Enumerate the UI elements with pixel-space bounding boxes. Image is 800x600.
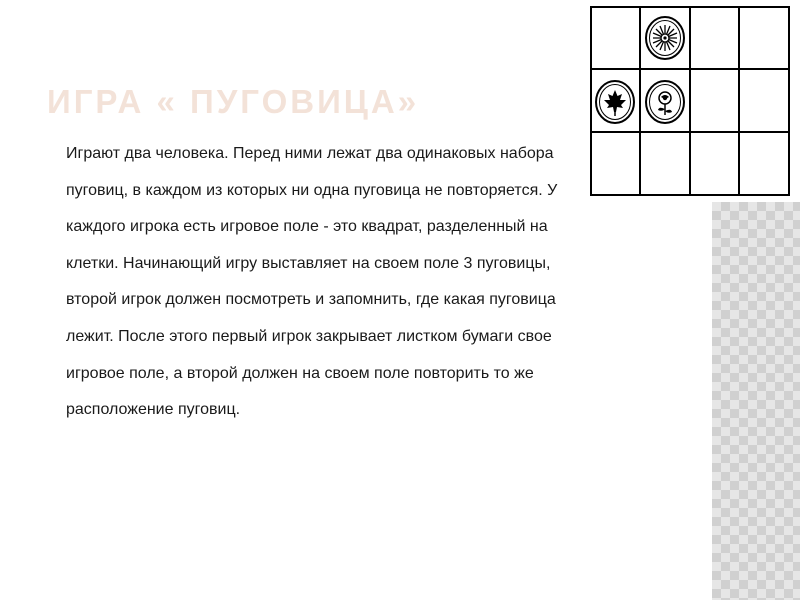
rose-flower-icon xyxy=(646,81,684,123)
game-board xyxy=(590,6,790,196)
maple-leaf-icon xyxy=(596,81,634,123)
slide-title: ИГРА « ПУГОВИЦА» xyxy=(47,83,420,120)
rules-text xyxy=(66,136,586,429)
game-board-grid xyxy=(590,6,790,196)
decorative-pattern-strip xyxy=(712,202,800,600)
rules-paragraph: Играют два человека. Перед ними лежат два одинаковых набора пуговиц, в каждом из которых ни одна пуговица не повторяется. У каждого игрока есть игровое поле - это квадрат, разделенный на клетки. Начинающий игру выставляет на своем поле 3 пуговицы, второй игрок должен посмотреть и запомнить, где какая пуговица лежит. После этого первый игрок закрывает листком бумаги свое игровое поле, а второй должен на своем поле повторить то же расположение пуговиц. xyxy=(66,145,558,419)
daisy-flower-icon xyxy=(646,17,684,59)
